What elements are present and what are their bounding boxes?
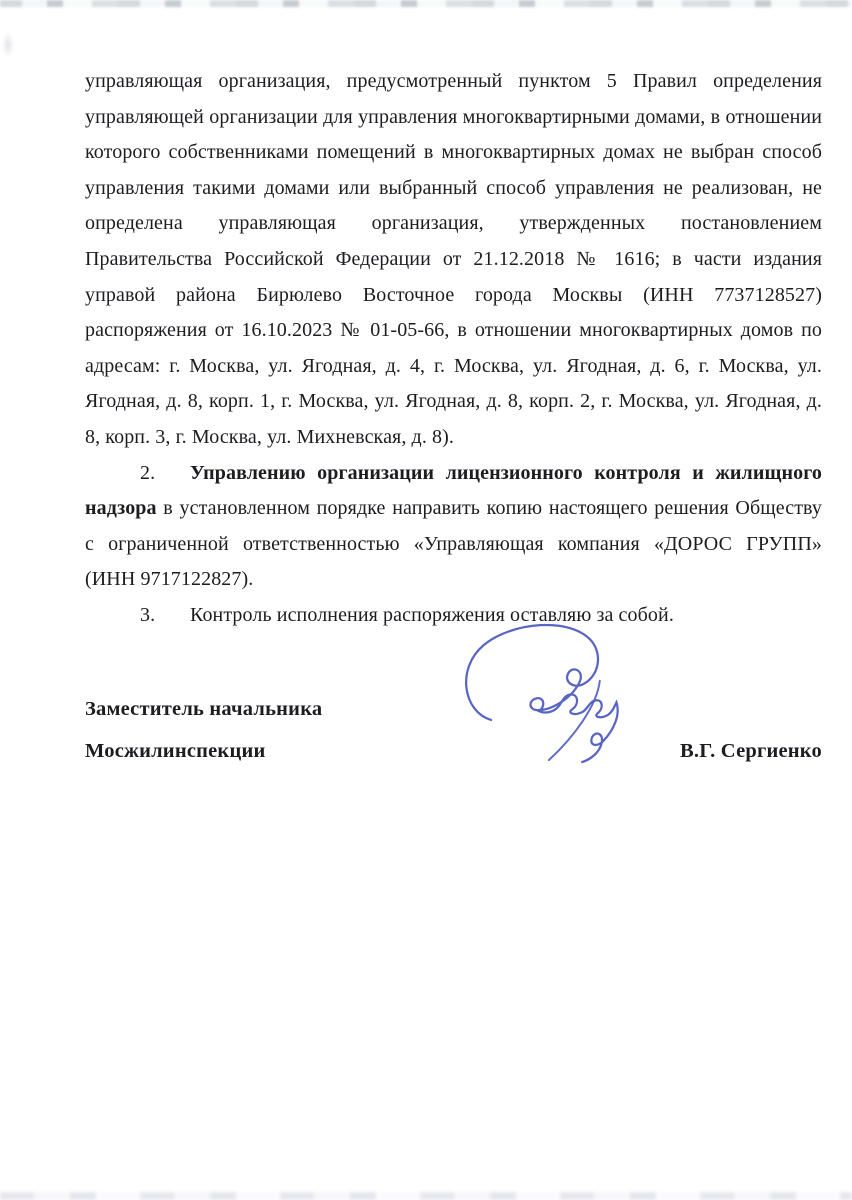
scan-artifact-bottom-edge xyxy=(0,1192,852,1200)
signer-title-row xyxy=(85,730,822,772)
document-body xyxy=(85,64,822,634)
scan-artifact-left-smudge xyxy=(2,32,14,58)
item-2-number: 2. xyxy=(140,461,156,484)
paragraph-item-2 xyxy=(85,456,822,598)
item-3-text: Контроль исполнения распоряжения оставляю за собой. xyxy=(190,603,674,626)
paragraph-continuation: управляющая организация, предусмотренный пунктом 5 Правил определения управляющей организации для управления многоквартирными домами, в отношении которого собственниками помещений в многоквартирных домах не выбран способ управления такими домами или выбранный способ управления не реализован, не определена управляющая организация, утвержденных постановлением Правительства Российской Федерации от 21.12.2018 № 1616; в части издания управой района Бирюлево Восточное города Москвы (ИНН 7737128527) распоряжения от 16.10.2023 № 01-05-66, в отношении многоквартирных домов по адресам: г. Москва, ул. Ягодная, д. 4, г. Москва, ул. Ягодная, д. 6, г. Москва, ул. Ягодная, д. 8, корп. 1, г. Москва, ул. Ягодная, д. 8, корп. 2, г. Москва, ул. Ягодная, д. 8, корп. 3, г. Москва, ул. Михневская, д. 8). xyxy=(85,70,822,448)
item-3-number: 3. xyxy=(140,603,156,626)
signer-name: В.Г. Сергиенко xyxy=(680,740,822,762)
item-2-text: в установленном порядке направить копию настоящего решения Обществу с ограниченной ответственностью «Управляющая компания «ДОРОС ГРУПП» (ИНН 9717122827). xyxy=(85,497,822,591)
item-2-bold-lead: Управлению организации лицензионного контроля и жилищного надзора xyxy=(85,461,822,520)
signer-title-line2: Мосжилинспекции xyxy=(85,740,266,762)
signer-title-line1: Заместитель начальника xyxy=(85,698,323,720)
signature-block xyxy=(85,688,822,772)
scan-artifact-top-edge xyxy=(0,0,852,7)
